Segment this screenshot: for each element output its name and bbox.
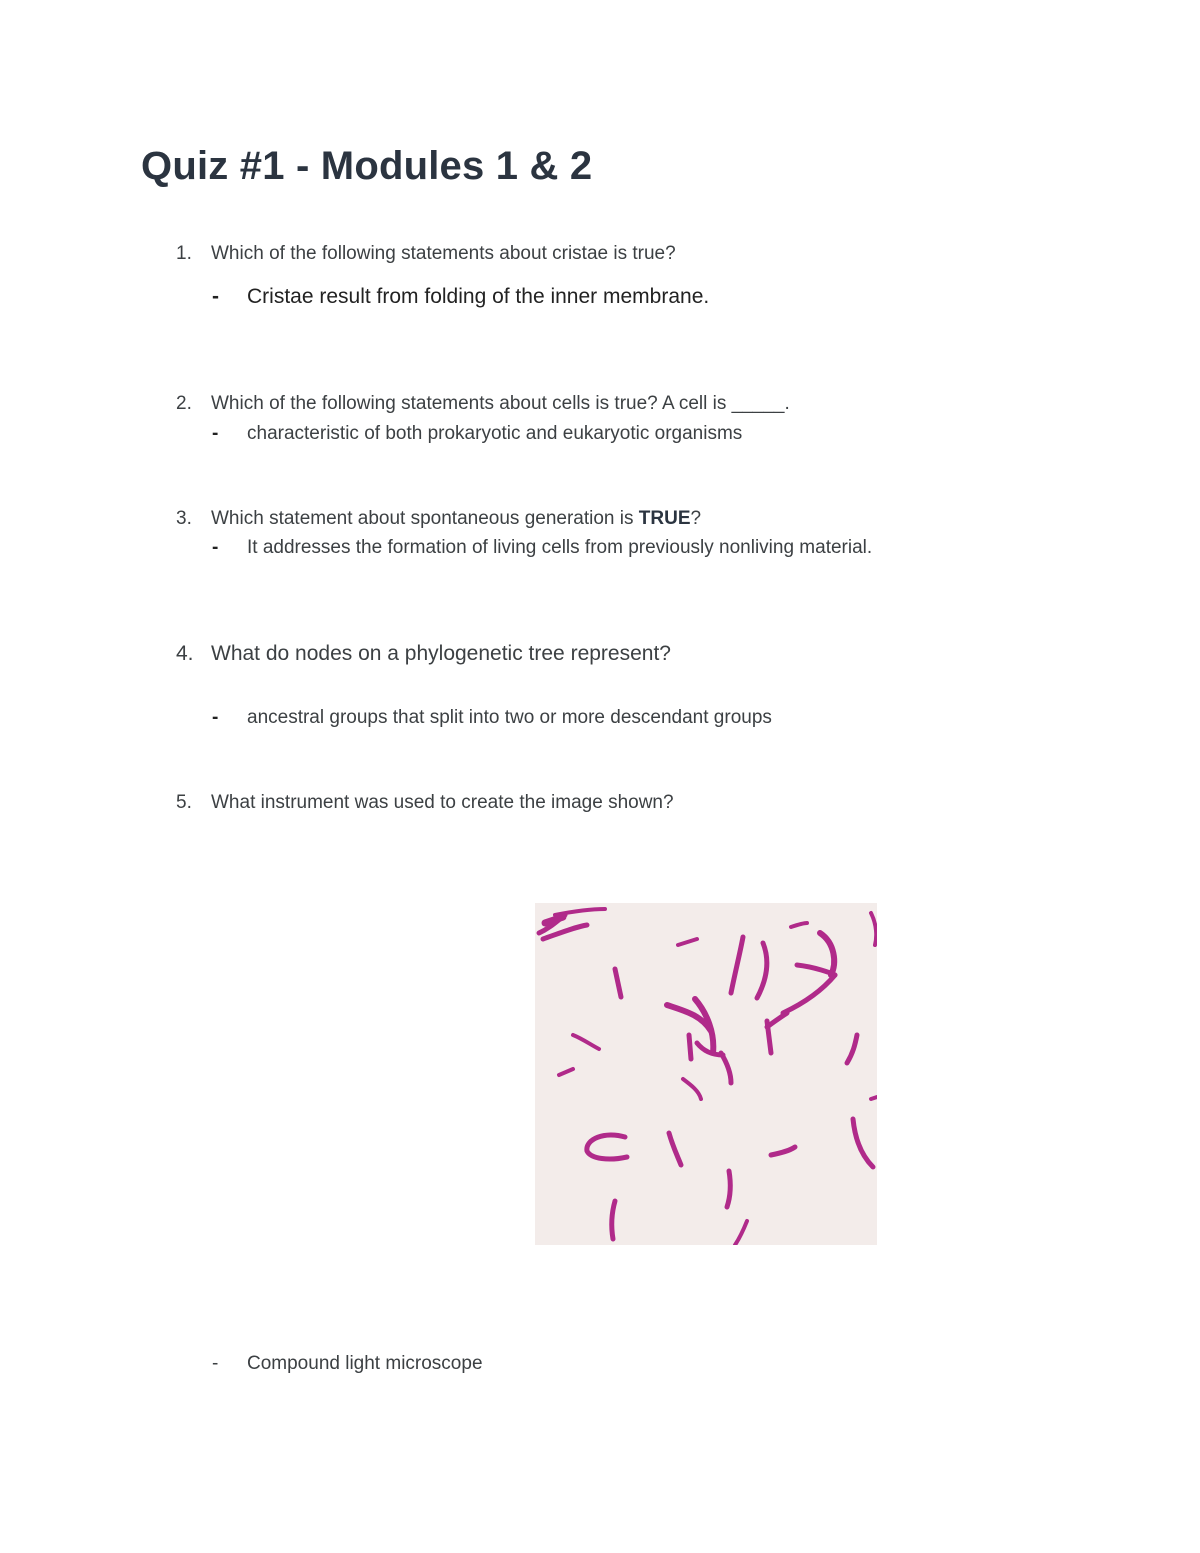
question-number: 3. xyxy=(176,508,192,529)
question-text: What instrument was used to create the image shown? xyxy=(211,792,674,813)
bacterium-rod xyxy=(783,975,835,1013)
answer-text: characteristic of both prokaryotic and eukaryotic organisms xyxy=(247,423,743,444)
question-number: 4. xyxy=(176,642,194,665)
answer-4 xyxy=(212,706,772,730)
question-text-end: ? xyxy=(690,508,702,529)
bacterium-rod xyxy=(757,943,767,998)
bacterium-rod xyxy=(721,1053,731,1083)
bacterium-rod xyxy=(727,1171,730,1207)
answer-text: It addresses the formation of living cells from previously nonliving material. xyxy=(247,537,873,558)
bacterium-rod xyxy=(767,1013,787,1027)
bacterium-rod xyxy=(689,1035,691,1059)
bullet-dash: - xyxy=(212,537,219,558)
bullet-dash: - xyxy=(212,423,219,444)
answer-text: Cristae result from folding of the inner membrane. xyxy=(247,285,710,308)
question-text: What do nodes on a phylogenetic tree represent? xyxy=(211,642,671,665)
answer-text: ancestral groups that split into two or more descendant groups xyxy=(247,707,772,728)
bacterium-rod xyxy=(612,1201,615,1239)
bullet-dash: - xyxy=(212,707,219,728)
question-text: Which of the following statements about cells is true? A cell is _____. xyxy=(211,393,790,414)
answer-1 xyxy=(212,285,709,309)
bacterium-rod xyxy=(678,939,697,945)
bacterium-rod xyxy=(731,937,743,993)
bacterium-rod xyxy=(559,1069,573,1075)
bacterium-rod xyxy=(615,969,621,997)
question-number: 2. xyxy=(176,393,192,414)
answer-5 xyxy=(212,1352,483,1376)
bacterium-rod xyxy=(669,1133,681,1165)
answer-3 xyxy=(212,536,872,560)
question-number: 1. xyxy=(176,243,192,264)
question-2 xyxy=(176,392,790,416)
question-text: Which statement about spontaneous generation is xyxy=(211,508,639,529)
question-number: 5. xyxy=(176,792,192,813)
bacterium-rod xyxy=(587,1135,627,1159)
bacterium-rod xyxy=(791,923,807,927)
micrograph-drawing xyxy=(535,903,877,1245)
answer-text: Compound light microscope xyxy=(247,1353,483,1374)
bacterium-rod xyxy=(797,965,835,975)
question-5 xyxy=(176,791,674,815)
bacterium-rod xyxy=(847,1035,857,1063)
bacteria-micrograph xyxy=(535,903,877,1245)
bacterium-rod xyxy=(683,1079,701,1099)
page-title: Quiz #1 - Modules 1 & 2 xyxy=(141,144,593,188)
bacterium-rod xyxy=(871,1097,877,1099)
bacterium-rod xyxy=(573,1035,599,1049)
bacterium-rod xyxy=(545,917,563,923)
emphasis-true: TRUE xyxy=(638,508,691,529)
question-4 xyxy=(176,642,671,666)
question-1 xyxy=(176,242,676,266)
bacterium-rod xyxy=(871,913,876,945)
answer-2 xyxy=(212,422,742,446)
bullet-dash: - xyxy=(212,285,219,308)
bacterium-rod xyxy=(735,1221,747,1245)
question-3 xyxy=(176,507,701,531)
bacterium-rod xyxy=(853,1119,873,1167)
bullet-dash: - xyxy=(212,1353,219,1374)
question-text: Which of the following statements about cristae is true? xyxy=(211,243,676,264)
bacterium-rod xyxy=(771,1147,795,1155)
